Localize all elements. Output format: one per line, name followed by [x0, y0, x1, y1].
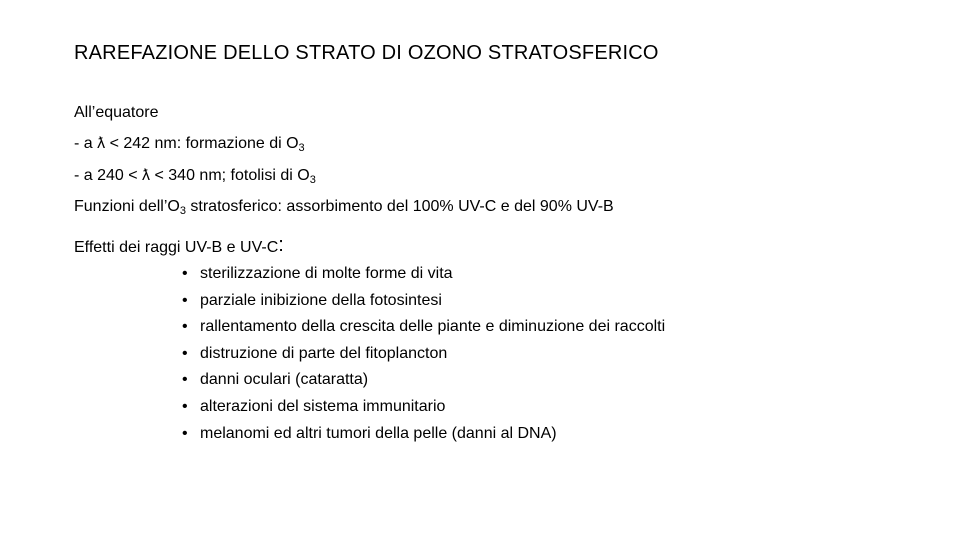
list-item-text: sterilizzazione di molte forme di vita [200, 265, 453, 282]
wavelength-formation-line [74, 135, 305, 153]
bullet-icon: • [182, 371, 188, 389]
list-item-text: melanomi ed altri tumori della pelle (danni al DNA) [200, 424, 557, 442]
bullet-icon: • [182, 424, 188, 442]
bullet-icon: • [182, 291, 188, 309]
uv-effects-colon: : [278, 234, 284, 256]
list-item [182, 395, 665, 422]
list-item [182, 289, 665, 316]
wavelength-photolysis-text: - a 240 < ƛ < 340 nm; fotolisi di O [74, 167, 310, 184]
list-item-text: alterazioni del sistema immunitario [200, 397, 446, 415]
bullet-icon: • [182, 265, 188, 282]
bullet-icon: • [182, 344, 188, 362]
list-item-text: distruzione di parte del fitoplancton [200, 344, 448, 362]
bullet-icon: • [182, 397, 188, 415]
ozone-functions-suffix: stratosferico: assorbimento del 100% UV-C e del 90% UV-B [185, 198, 614, 215]
slide-title: RAREFAZIONE DELLO STRATO DI OZONO STRATOSFERICO [74, 42, 659, 64]
ozone-functions-line [74, 198, 614, 216]
ozone-subscript: 3 [309, 174, 316, 186]
list-item-text: parziale inibizione della fotosintesi [200, 291, 442, 309]
wavelength-photolysis-line [74, 167, 316, 185]
list-item [182, 315, 665, 342]
wavelength-formation-text: - a ƛ < 242 nm: formazione di O [74, 135, 299, 152]
list-item-text: rallentamento della crescita delle piante e diminuzione dei raccolti [200, 318, 666, 336]
uv-effects-list [182, 262, 665, 448]
list-item-text: danni oculari (cataratta) [200, 371, 369, 389]
ozone-subscript: 3 [179, 205, 186, 217]
equator-heading: All’equatore [74, 104, 159, 121]
list-item [182, 262, 665, 289]
ozone-functions-prefix: Funzioni dell’O [74, 198, 180, 215]
uv-effects-heading [74, 234, 284, 257]
uv-effects-text: Effetti dei raggi UV-B e UV-C [74, 239, 279, 256]
ozone-subscript: 3 [298, 142, 305, 154]
list-item [182, 422, 665, 449]
bullet-icon: • [182, 318, 188, 336]
list-item [182, 342, 665, 369]
list-item [182, 368, 665, 395]
